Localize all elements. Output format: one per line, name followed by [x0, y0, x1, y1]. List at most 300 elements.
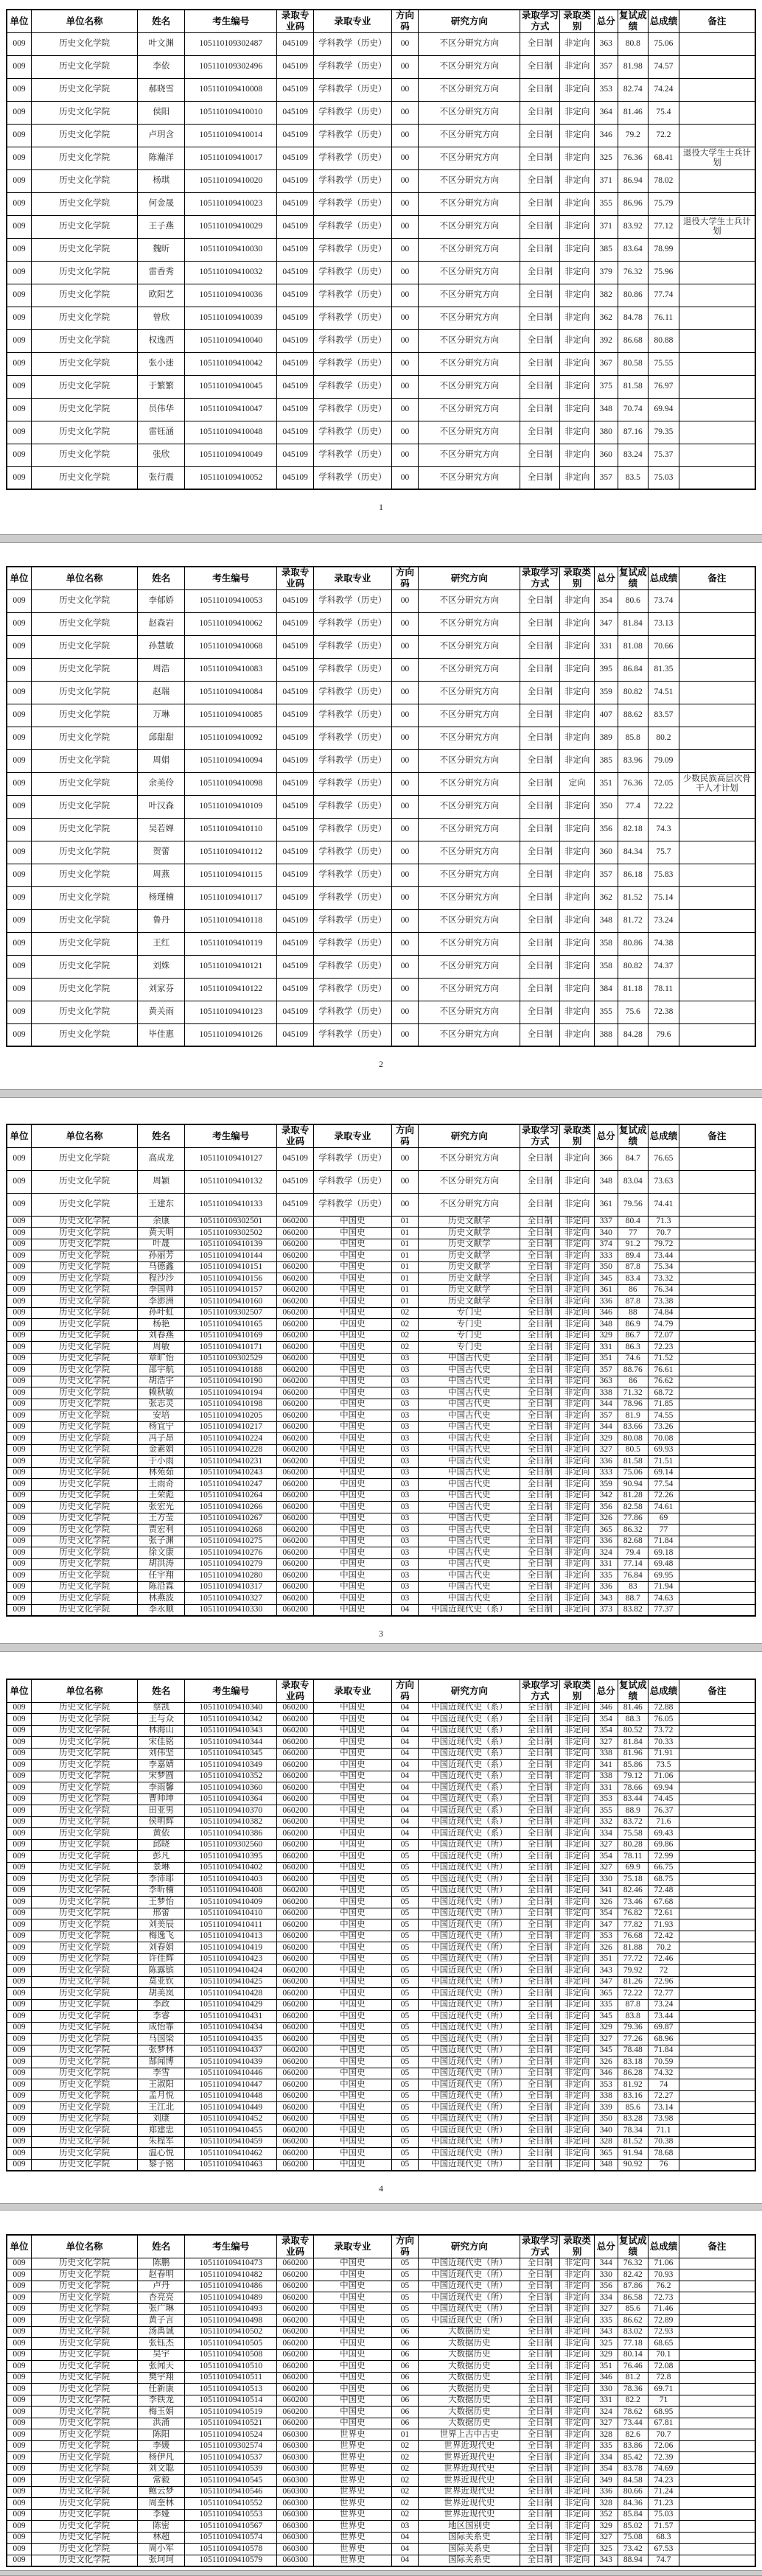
cell-final-score: 76.34 — [649, 1284, 679, 1296]
table-row — [7, 1513, 755, 1525]
cell-admission-category: 非定向 — [560, 2498, 595, 2510]
cell-retest-score: 87.86 — [618, 2281, 649, 2292]
cell-direction-code: 06 — [391, 2418, 419, 2429]
cell-remark — [679, 2395, 755, 2407]
cell-name: 权逸西 — [138, 329, 185, 352]
cell-research-direction: 中国近现代史（系） — [419, 1805, 520, 1817]
cell-direction-code: 05 — [391, 2125, 419, 2137]
cell-remark — [679, 2463, 755, 2475]
cell-study-mode: 全日制 — [520, 2315, 560, 2327]
cell-unit: 009 — [7, 681, 32, 704]
col-research-direction: 研究方向 — [419, 2235, 520, 2258]
cell-candidate-no: 105110109410085 — [185, 704, 277, 727]
cell-direction-code: 00 — [391, 1170, 419, 1193]
cell-major-code: 060200 — [277, 2113, 314, 2125]
cell-total-score: 334 — [595, 2452, 618, 2464]
cell-major-code: 060200 — [277, 1536, 314, 1547]
cell-direction-code: 02 — [391, 1342, 419, 1354]
cell-admission-category: 非定向 — [560, 2068, 595, 2079]
cell-total-score: 329 — [595, 1330, 618, 1342]
cell-remark — [679, 1410, 755, 1422]
cell-research-direction: 世界近现代史 — [419, 2509, 520, 2521]
cell-final-score: 68.65 — [649, 2338, 679, 2350]
cell-direction-code: 00 — [391, 307, 419, 329]
cell-retest-score: 76.32 — [618, 2258, 649, 2269]
cell-retest-score: 84.78 — [618, 307, 649, 329]
cell-name: 常毅 — [138, 2475, 185, 2487]
cell-name: 张梦林 — [138, 2045, 185, 2057]
cell-remark — [679, 2057, 755, 2068]
cell-admission-category: 非定向 — [560, 1570, 595, 1582]
cell-study-mode: 全日制 — [520, 2475, 560, 2487]
table-row — [7, 169, 755, 192]
cell-unit: 009 — [7, 1931, 32, 1942]
cell-study-mode: 全日制 — [520, 2521, 560, 2533]
cell-unit: 009 — [7, 2034, 32, 2045]
cell-total-score: 385 — [595, 749, 618, 772]
cell-direction-code: 00 — [391, 727, 419, 749]
cell-candidate-no: 105110109410317 — [185, 1581, 277, 1593]
cell-unit: 009 — [7, 1839, 32, 1851]
col-remark: 备注 — [679, 1679, 755, 1702]
cell-major: 中国史 — [314, 1228, 392, 1239]
cell-major-code: 060200 — [277, 1816, 314, 1828]
cell-final-score: 69.95 — [649, 1570, 679, 1582]
cell-retest-score: 76.82 — [618, 1908, 649, 1919]
cell-unit-name: 历史文化学院 — [32, 1284, 138, 1296]
cell-remark — [679, 1931, 755, 1942]
cell-admission-category: 非定向 — [560, 841, 595, 864]
cell-study-mode: 全日制 — [520, 681, 560, 704]
table-row — [7, 749, 755, 772]
cell-remark: 退役大学生士兵计划 — [679, 215, 755, 238]
cell-unit: 009 — [7, 1805, 32, 1817]
admission-table-page-5 — [6, 2234, 756, 2567]
cell-final-score: 72.22 — [649, 795, 679, 818]
cell-final-score: 70.38 — [649, 2136, 679, 2148]
header-row — [7, 10, 755, 32]
cell-research-direction: 中国古代史 — [419, 1570, 520, 1582]
table-row — [7, 1793, 755, 1805]
admission-table-page-4 — [6, 1679, 756, 2171]
table-row — [7, 1547, 755, 1559]
cell-major-code: 060200 — [277, 2136, 314, 2148]
cell-admission-category: 非定向 — [560, 1387, 595, 1399]
cell-name: 汤禹诚 — [138, 2326, 185, 2338]
cell-direction-code: 04 — [391, 1725, 419, 1737]
cell-unit-name: 历史文化学院 — [32, 727, 138, 749]
cell-final-score: 74 — [649, 2079, 679, 2091]
cell-direction-code: 05 — [391, 1931, 419, 1942]
cell-candidate-no: 105110109410505 — [185, 2338, 277, 2350]
cell-major: 中国史 — [314, 1828, 392, 1840]
col-study-mode: 录取学习方式 — [521, 1680, 559, 1701]
cell-unit: 009 — [7, 2418, 32, 2429]
cell-name: 李铁龙 — [138, 2395, 185, 2407]
cell-candidate-no: 105110109410352 — [185, 1771, 277, 1782]
cell-study-mode: 全日制 — [520, 909, 560, 932]
col-admission-category: 录取类别 — [560, 1124, 595, 1147]
cell-unit: 009 — [7, 1999, 32, 2011]
cell-retest-score: 85.42 — [618, 2452, 649, 2464]
table-row — [7, 2463, 755, 2475]
cell-direction-code: 00 — [391, 749, 419, 772]
cell-direction-code: 00 — [391, 612, 419, 635]
cell-major: 学科教学（历史） — [314, 78, 392, 101]
cell-unit-name: 历史文化学院 — [32, 1433, 138, 1445]
cell-unit-name: 历史文化学院 — [32, 1023, 138, 1046]
cell-final-score: 76.11 — [649, 307, 679, 329]
cell-major: 学科教学（历史） — [314, 192, 392, 215]
cell-remark — [679, 1239, 755, 1250]
cell-candidate-no: 105110109410382 — [185, 1816, 277, 1828]
cell-major: 中国史 — [314, 2372, 392, 2384]
cell-remark — [679, 1748, 755, 1760]
cell-retest-score: 86 — [618, 1376, 649, 1387]
cell-remark — [679, 589, 755, 612]
cell-remark — [679, 1513, 755, 1525]
cell-candidate-no: 105110109410040 — [185, 329, 277, 352]
cell-major: 中国史 — [314, 2418, 392, 2429]
table-row — [7, 955, 755, 978]
col-total-score: 总分 — [595, 10, 618, 32]
cell-total-score: 338 — [595, 1771, 618, 1782]
cell-remark — [679, 1319, 755, 1331]
cell-study-mode: 全日制 — [520, 78, 560, 101]
cell-total-score: 336 — [595, 1296, 618, 1308]
cell-remark — [679, 2148, 755, 2160]
cell-major: 中国史 — [314, 2159, 392, 2171]
cell-major: 中国史 — [314, 2113, 392, 2125]
cell-major: 中国史 — [314, 1874, 392, 1886]
cell-total-score: 326 — [595, 1897, 618, 1908]
cell-major-code: 060200 — [277, 2338, 314, 2350]
cell-unit: 009 — [7, 307, 32, 329]
cell-direction-code: 00 — [391, 635, 419, 658]
cell-candidate-no: 105110109410144 — [185, 1250, 277, 1262]
cell-admission-category: 非定向 — [560, 2452, 595, 2464]
table-row — [7, 1702, 755, 1714]
cell-final-score: 70.2 — [649, 1942, 679, 1954]
cell-major-code: 045109 — [277, 772, 314, 795]
cell-direction-code: 05 — [391, 2315, 419, 2327]
cell-total-score: 351 — [595, 772, 618, 795]
cell-name: 张小迷 — [138, 352, 185, 375]
cell-remark — [679, 261, 755, 284]
cell-direction-code: 05 — [391, 1839, 419, 1851]
cell-unit-name: 历史文化学院 — [32, 2509, 138, 2521]
cell-name: 莫亚钦 — [138, 1976, 185, 1988]
cell-candidate-no: 105110109410409 — [185, 1897, 277, 1908]
cell-unit: 009 — [7, 1851, 32, 1863]
cell-candidate-no: 105110109410115 — [185, 864, 277, 886]
cell-major: 学科教学（历史） — [314, 238, 392, 261]
cell-direction-code: 04 — [391, 1782, 419, 1794]
cell-major: 中国史 — [314, 1931, 392, 1942]
cell-research-direction: 中国近现代史（所） — [419, 2125, 520, 2137]
cell-final-score: 75.83 — [649, 864, 679, 886]
cell-total-score: 328 — [595, 2498, 618, 2510]
cell-admission-category: 非定向 — [560, 2292, 595, 2304]
cell-unit: 009 — [7, 864, 32, 886]
cell-research-direction: 地区国别史 — [419, 2521, 520, 2533]
table-row — [7, 124, 755, 147]
cell-major: 中国史 — [314, 1365, 392, 1376]
cell-unit-name: 历史文化学院 — [32, 1536, 138, 1547]
cell-major: 中国史 — [314, 2011, 392, 2023]
table-row — [7, 2034, 755, 2045]
cell-research-direction: 历史文献学 — [419, 1216, 520, 1228]
cell-total-score: 355 — [595, 1001, 618, 1023]
table-row — [7, 1284, 755, 1296]
cell-major: 世界史 — [314, 2532, 392, 2544]
cell-name: 王建东 — [138, 1193, 185, 1216]
cell-retest-score: 78.96 — [618, 1399, 649, 1410]
cell-unit: 009 — [7, 2057, 32, 2068]
cell-unit-name: 历史文化学院 — [32, 1999, 138, 2011]
cell-remark — [679, 1771, 755, 1782]
cell-total-score: 351 — [595, 2361, 618, 2373]
cell-retest-score: 79.12 — [618, 1771, 649, 1782]
cell-admission-category: 非定向 — [560, 2113, 595, 2125]
cell-retest-score: 76.46 — [618, 2361, 649, 2373]
cell-major: 世界史 — [314, 2555, 392, 2566]
cell-direction-code: 00 — [391, 32, 419, 55]
cell-final-score: 72.8 — [649, 2372, 679, 2384]
cell-retest-score: 77.14 — [618, 1558, 649, 1570]
cell-unit: 009 — [7, 658, 32, 681]
cell-final-score: 77.74 — [649, 284, 679, 307]
cell-unit-name: 历史文化学院 — [32, 1547, 138, 1559]
cell-direction-code: 04 — [391, 1737, 419, 1749]
cell-final-score: 71.3 — [649, 1216, 679, 1228]
cell-major: 中国史 — [314, 2361, 392, 2373]
cell-admission-category: 非定向 — [560, 1525, 595, 1536]
cell-unit-name: 历史文化学院 — [32, 1828, 138, 1840]
cell-unit: 009 — [7, 1365, 32, 1376]
cell-final-score: 75.03 — [649, 2509, 679, 2521]
cell-study-mode: 全日制 — [520, 1839, 560, 1851]
cell-candidate-no: 105110109410513 — [185, 2384, 277, 2395]
cell-direction-code: 01 — [391, 1239, 419, 1250]
cell-research-direction: 国际关系史 — [419, 2544, 520, 2555]
cell-name: 梅逸飞 — [138, 1931, 185, 1942]
cell-unit: 009 — [7, 2395, 32, 2407]
cell-admission-category: 非定向 — [560, 2407, 595, 2418]
cell-study-mode: 全日制 — [520, 1714, 560, 1726]
cell-remark — [679, 795, 755, 818]
cell-retest-score: 86.3 — [618, 1342, 649, 1354]
cell-admission-category: 非定向 — [560, 749, 595, 772]
cell-unit: 009 — [7, 238, 32, 261]
cell-major: 中国史 — [314, 1760, 392, 1771]
cell-admission-category: 非定向 — [560, 2418, 595, 2429]
cell-remark — [679, 2361, 755, 2373]
cell-final-score: 74.24 — [649, 78, 679, 101]
cell-name: 雷香秀 — [138, 261, 185, 284]
cell-unit: 009 — [7, 78, 32, 101]
cell-candidate-no: 105110109302502 — [185, 1228, 277, 1239]
cell-name: 刘伟坚 — [138, 1748, 185, 1760]
cell-research-direction: 不区分研究方向 — [419, 329, 520, 352]
cell-retest-score: 77.82 — [618, 1919, 649, 1931]
cell-admission-category: 非定向 — [560, 909, 595, 932]
cell-admission-category: 非定向 — [560, 612, 595, 635]
cell-direction-code: 03 — [391, 1444, 419, 1456]
cell-admission-category: 非定向 — [560, 658, 595, 681]
cell-major: 世界史 — [314, 2509, 392, 2521]
cell-unit-name: 历史文化学院 — [32, 238, 138, 261]
cell-remark — [679, 2258, 755, 2269]
cell-major-code: 060200 — [277, 1490, 314, 1502]
cell-unit: 009 — [7, 1410, 32, 1422]
cell-major-code: 060200 — [277, 1410, 314, 1422]
cell-retest-score: 83.44 — [618, 1793, 649, 1805]
cell-research-direction: 世界近现代史 — [419, 2475, 520, 2487]
cell-study-mode: 全日制 — [520, 1604, 560, 1616]
table-row — [7, 284, 755, 307]
cell-unit: 009 — [7, 1760, 32, 1771]
cell-direction-code: 03 — [391, 1479, 419, 1491]
cell-unit: 009 — [7, 352, 32, 375]
cell-name: 蔡凯 — [138, 1702, 185, 1714]
cell-candidate-no: 105110109410014 — [185, 124, 277, 147]
cell-remark — [679, 1273, 755, 1285]
cell-candidate-no: 105110109410280 — [185, 1570, 277, 1582]
cell-total-score: 355 — [595, 192, 618, 215]
cell-name: 赵春明 — [138, 2269, 185, 2281]
table-row — [7, 1782, 755, 1794]
cell-admission-category: 非定向 — [560, 2011, 595, 2023]
table-row — [7, 1828, 755, 1840]
cell-unit: 009 — [7, 1456, 32, 1468]
cell-unit-name: 历史文化学院 — [32, 2326, 138, 2338]
cell-major-code: 045109 — [277, 307, 314, 329]
cell-name: 叶汉森 — [138, 795, 185, 818]
cell-research-direction: 历史文献学 — [419, 1250, 520, 1262]
cell-remark — [679, 1953, 755, 1965]
cell-direction-code: 00 — [391, 772, 419, 795]
cell-name: 卢丹 — [138, 2281, 185, 2292]
cell-retest-score: 77.18 — [618, 2338, 649, 2350]
cell-final-score: 72.05 — [649, 772, 679, 795]
table-row — [7, 1365, 755, 1376]
cell-major-code: 060200 — [277, 1444, 314, 1456]
cell-retest-score: 78.11 — [618, 1851, 649, 1863]
page-3 — [0, 1098, 762, 1643]
cell-unit-name: 历史文化学院 — [32, 32, 138, 55]
cell-retest-score: 70.74 — [618, 398, 649, 421]
cell-admission-category: 非定向 — [560, 1953, 595, 1965]
cell-total-score: 353 — [595, 1931, 618, 1942]
cell-remark — [679, 1307, 755, 1319]
cell-admission-category: 非定向 — [560, 1147, 595, 1170]
cell-retest-score: 72.22 — [618, 1988, 649, 2000]
cell-research-direction: 中国近现代史（所） — [419, 1874, 520, 1886]
cell-study-mode: 全日制 — [520, 658, 560, 681]
cell-unit: 009 — [7, 1874, 32, 1886]
cell-unit-name: 历史文化学院 — [32, 1558, 138, 1570]
cell-research-direction: 不区分研究方向 — [419, 681, 520, 704]
page-number: 1 — [379, 502, 383, 512]
cell-major-code: 060200 — [277, 2159, 314, 2171]
cell-direction-code: 00 — [391, 681, 419, 704]
cell-remark — [679, 1536, 755, 1547]
cell-name: 李媛 — [138, 2440, 185, 2452]
cell-direction-code: 04 — [391, 1828, 419, 1840]
cell-candidate-no: 105110109410423 — [185, 1953, 277, 1965]
cell-unit-name: 历史文化学院 — [32, 1421, 138, 1433]
cell-final-score: 72.23 — [649, 1342, 679, 1354]
cell-name: 张宏光 — [138, 1502, 185, 1513]
cell-admission-category: 非定向 — [560, 352, 595, 375]
cell-total-score: 363 — [595, 32, 618, 55]
cell-major: 中国史 — [314, 1479, 392, 1491]
cell-candidate-no: 105110109410327 — [185, 1593, 277, 1605]
cell-final-score: 72.93 — [649, 2326, 679, 2338]
cell-final-score: 74.41 — [649, 1193, 679, 1216]
cell-direction-code: 03 — [391, 1525, 419, 1536]
cell-major: 中国史 — [314, 1342, 392, 1354]
cell-retest-score: 80.5 — [618, 1444, 649, 1456]
cell-candidate-no: 105110109410386 — [185, 1828, 277, 1840]
cell-unit: 009 — [7, 1816, 32, 1828]
cell-direction-code: 00 — [391, 932, 419, 955]
cell-study-mode: 全日制 — [520, 818, 560, 841]
cell-final-score: 73.44 — [649, 1250, 679, 1262]
cell-name: 成怡霏 — [138, 2022, 185, 2034]
table-row — [7, 2292, 755, 2304]
cell-admission-category: 非定向 — [560, 1513, 595, 1525]
table-row — [7, 1965, 755, 1977]
table-row — [7, 658, 755, 681]
cell-final-score: 76 — [649, 2159, 679, 2171]
cell-major: 中国史 — [314, 1793, 392, 1805]
table-row — [7, 1714, 755, 1726]
cell-unit-name: 历史文化学院 — [32, 1147, 138, 1170]
cell-study-mode: 全日制 — [520, 1467, 560, 1479]
cell-major-code: 060200 — [277, 2022, 314, 2034]
cell-name: 洪涌 — [138, 2418, 185, 2429]
cell-major: 中国史 — [314, 1296, 392, 1308]
cell-final-score: 68.75 — [649, 1874, 679, 1886]
col-direction-code: 方向码 — [391, 2235, 419, 2258]
cell-direction-code: 00 — [391, 978, 419, 1001]
cell-study-mode: 全日制 — [520, 307, 560, 329]
table-row — [7, 1604, 755, 1616]
cell-name: 赖秋敏 — [138, 1387, 185, 1399]
cell-unit-name: 历史文化学院 — [32, 101, 138, 124]
cell-retest-score: 87.16 — [618, 421, 649, 444]
cell-name: 张行震 — [138, 466, 185, 489]
cell-admission-category: 非定向 — [560, 1604, 595, 1616]
cell-study-mode: 全日制 — [520, 1456, 560, 1468]
cell-name: 曹帅坤 — [138, 1793, 185, 1805]
cell-study-mode: 全日制 — [520, 2125, 560, 2137]
table-row — [7, 1467, 755, 1479]
cell-name: 刘春娟 — [138, 1942, 185, 1954]
cell-final-score: 77.12 — [649, 215, 679, 238]
cell-admission-category: 非定向 — [560, 2361, 595, 2373]
cell-study-mode: 全日制 — [520, 1307, 560, 1319]
cell-unit: 009 — [7, 1862, 32, 1874]
cell-unit-name: 历史文化学院 — [32, 1604, 138, 1616]
cell-unit-name: 历史文化学院 — [32, 2303, 138, 2315]
cell-study-mode: 全日制 — [520, 421, 560, 444]
cell-name: 李国帅 — [138, 1284, 185, 1296]
cell-total-score: 340 — [595, 1228, 618, 1239]
cell-total-score: 346 — [595, 1702, 618, 1714]
